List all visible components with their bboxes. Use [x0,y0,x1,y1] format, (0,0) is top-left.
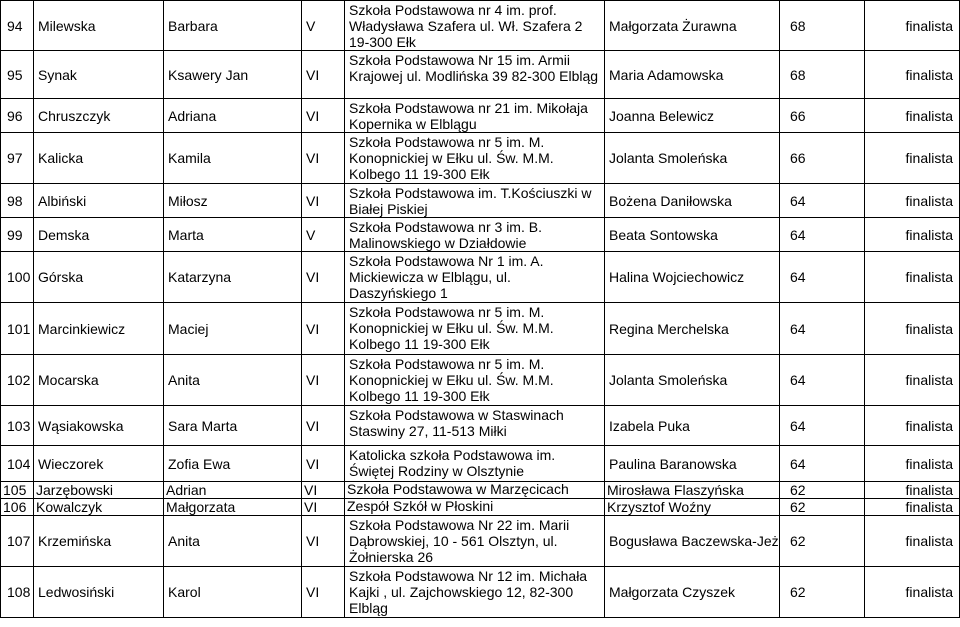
cell-class: VI [302,303,345,355]
cell-name: Zofia Ewa [164,446,302,482]
cell-school: Szkoła Podstawowa w Staswinach Staswiny 27, 11-513 Miłki [345,406,605,446]
cell-surname: Demska [34,218,164,252]
cell-name: Sara Marta [164,406,302,446]
cell-points: 64 [780,218,865,252]
cell-points: 64 [780,184,865,218]
cell-points: 62 [780,482,865,499]
cell-school: Szkoła Podstawowa w Marzęcicach [345,482,605,499]
cell-teacher: Małgorzata Żurawna [605,1,780,51]
cell-result: finalista [865,184,960,218]
cell-class: VI [302,516,345,567]
cell-points: 62 [780,499,865,516]
cell-teacher: Regina Merchelska [605,303,780,355]
cell-name: Barbara [164,1,302,51]
cell-no: 104 [1,446,34,482]
cell-no: 94 [1,1,34,51]
cell-teacher: Joanna Belewicz [605,99,780,133]
cell-result: finalista [865,99,960,133]
cell-surname: Górska [34,252,164,303]
cell-surname: Marcinkiewicz [34,303,164,355]
cell-no: 105 [1,482,34,499]
table-row [1,1,960,51]
cell-no: 100 [1,252,34,303]
cell-points: 68 [780,51,865,99]
cell-points: 66 [780,133,865,184]
cell-result: finalista [865,1,960,51]
cell-points: 64 [780,252,865,303]
cell-no: 98 [1,184,34,218]
cell-school: Szkoła Podstawowa Nr 12 im. Michała Kajki , ul. Zajchowskiego 12, 82-300 Elbląg [345,567,605,618]
cell-points: 68 [780,1,865,51]
table-row [1,516,960,567]
cell-result: finalista [865,51,960,99]
cell-surname: Ledwosiński [34,567,164,618]
cell-school: Szkoła Podstawowa Nr 1 im. A. Mickiewicza w Elblągu, ul. Daszyńskiego 1 [345,252,605,303]
cell-points: 64 [780,303,865,355]
cell-class: VI [302,252,345,303]
cell-school: Szkoła Podstawowa Nr 15 im. Armii Krajowej ul. Modlińska 39 82-300 Elbląg [345,51,605,99]
cell-name: Karol [164,567,302,618]
cell-surname: Krzemińska [34,516,164,567]
cell-result: finalista [865,499,960,516]
cell-teacher: Halina Wojciechowicz [605,252,780,303]
cell-surname: Albiński [34,184,164,218]
table-row [1,499,960,516]
cell-name: Katarzyna [164,252,302,303]
cell-school: Szkoła Podstawowa nr 5 im. M. Konopnickiej w Ełku ul. Św. M.M. Kolbego 11 19-300 Ełk [345,133,605,184]
cell-result: finalista [865,252,960,303]
cell-surname: Wąsiakowska [34,406,164,446]
cell-school: Szkoła Podstawowa nr 4 im. prof. Władysława Szafera ul. Wł. Szafera 2 19-300 Ełk [345,1,605,51]
cell-no: 97 [1,133,34,184]
cell-school: Zespół Szkół w Płoskini [345,499,605,516]
table-row [1,99,960,133]
cell-points: 64 [780,446,865,482]
cell-surname: Mocarska [34,355,164,406]
cell-class: VI [302,499,345,516]
cell-no: 101 [1,303,34,355]
cell-result: finalista [865,446,960,482]
cell-points: 64 [780,406,865,446]
cell-result: finalista [865,133,960,184]
cell-result: finalista [865,303,960,355]
cell-teacher: Mirosława Flaszyńska [605,482,780,499]
cell-teacher: Bogusława Baczewska-Jeż [605,516,780,567]
cell-points: 66 [780,99,865,133]
cell-class: VI [302,406,345,446]
cell-name: Adriana [164,99,302,133]
cell-name: Małgorzata [164,499,302,516]
cell-teacher: Bożena Daniłowska [605,184,780,218]
cell-class: VI [302,446,345,482]
cell-result: finalista [865,218,960,252]
cell-surname: Chruszczyk [34,99,164,133]
cell-class: VI [302,482,345,499]
cell-name: Anita [164,355,302,406]
cell-result: finalista [865,482,960,499]
cell-points: 62 [780,516,865,567]
cell-class: VI [302,184,345,218]
cell-teacher: Krzysztof Woźny [605,499,780,516]
cell-class: V [302,1,345,51]
cell-teacher: Paulina Baranowska [605,446,780,482]
table-row [1,446,960,482]
table-row [1,303,960,355]
cell-class: VI [302,355,345,406]
cell-surname: Kalicka [34,133,164,184]
cell-school: Katolicka szkoła Podstawowa im. Świętej Rodziny w Olsztynie [345,446,605,482]
cell-teacher: Maria Adamowska [605,51,780,99]
table-row [1,406,960,446]
cell-surname: Jarzębowski [34,482,164,499]
table-row [1,482,960,499]
table-row [1,51,960,99]
cell-no: 95 [1,51,34,99]
cell-no: 103 [1,406,34,446]
cell-name: Ksawery Jan [164,51,302,99]
cell-teacher: Jolanta Smoleńska [605,355,780,406]
cell-surname: Milewska [34,1,164,51]
cell-result: finalista [865,406,960,446]
cell-name: Adrian [164,482,302,499]
cell-name: Anita [164,516,302,567]
cell-name: Kamila [164,133,302,184]
cell-school: Szkoła Podstawowa nr 3 im. B. Malinowskiego w Działdowie [345,218,605,252]
table-row [1,133,960,184]
cell-school: Szkoła Podstawowa nr 5 im. M. Konopnickiej w Ełku ul. Św. M.M. Kolbego 11 19-300 Ełk [345,303,605,355]
table-row [1,252,960,303]
cell-name: Maciej [164,303,302,355]
cell-result: finalista [865,355,960,406]
cell-teacher: Izabela Puka [605,406,780,446]
table-row [1,218,960,252]
cell-no: 99 [1,218,34,252]
table-body [1,1,960,618]
cell-no: 108 [1,567,34,618]
cell-school: Szkoła Podstawowa im. T.Kościuszki w Białej Piskiej [345,184,605,218]
cell-teacher: Beata Sontowska [605,218,780,252]
cell-points: 64 [780,355,865,406]
cell-no: 106 [1,499,34,516]
cell-class: VI [302,51,345,99]
cell-surname: Kowalczyk [34,499,164,516]
cell-no: 107 [1,516,34,567]
cell-name: Miłosz [164,184,302,218]
cell-school: Szkoła Podstawowa nr 5 im. M. Konopnickiej w Ełku ul. Św. M.M. Kolbego 11 19-300 Ełk [345,355,605,406]
cell-surname: Synak [34,51,164,99]
cell-points: 62 [780,567,865,618]
cell-class: VI [302,133,345,184]
cell-teacher: Jolanta Smoleńska [605,133,780,184]
cell-class: VI [302,99,345,133]
cell-result: finalista [865,516,960,567]
table-row [1,567,960,618]
cell-class: VI [302,567,345,618]
cell-teacher: Małgorzata Czyszek [605,567,780,618]
cell-name: Marta [164,218,302,252]
table-row [1,184,960,218]
cell-school: Szkoła Podstawowa nr 21 im. Mikołaja Kopernika w Elblągu [345,99,605,133]
cell-surname: Wieczorek [34,446,164,482]
cell-result: finalista [865,567,960,618]
cell-no: 96 [1,99,34,133]
cell-no: 102 [1,355,34,406]
table-row [1,355,960,406]
cell-class: V [302,218,345,252]
cell-school: Szkoła Podstawowa Nr 22 im. Marii Dąbrowskiej, 10 - 561 Olsztyn, ul. Żołnierska 26 [345,516,605,567]
